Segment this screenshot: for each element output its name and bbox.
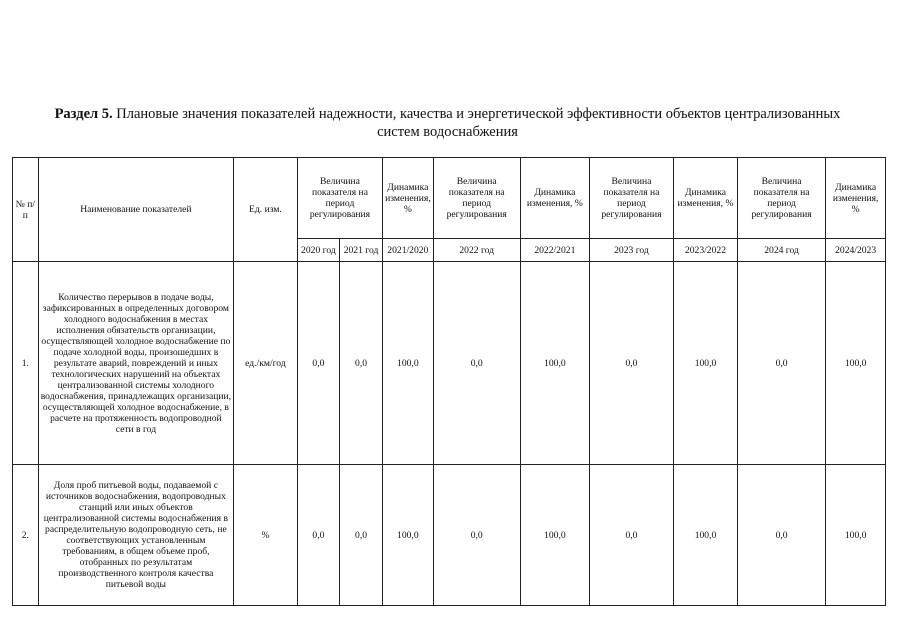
- header-value-period-3: Величина показателя на период регулирования: [589, 158, 673, 239]
- subheader-2021: 2021 год: [339, 239, 382, 262]
- section-number: Раздел 5.: [54, 106, 113, 122]
- row-dynamics-2023-2022: 100,0: [674, 465, 738, 606]
- subheader-2022-2021: 2022/2021: [520, 239, 589, 262]
- subheader-2020: 2020 год: [297, 239, 339, 262]
- row-value-2022: 0,0: [433, 262, 520, 465]
- header-value-period-4: Величина показателя на период регулирования: [737, 158, 825, 239]
- table-row: [13, 465, 886, 606]
- row-dynamics-2022-2021: 100,0: [520, 465, 589, 606]
- row-name: Количество перерывов в подаче воды, зафиксированных в определенных договором холодного водоснабжения в местах исполнения обязательств организации, осуществляющей холодное водоснабжение по подаче холодной воды, произошедших в результате аварий, повреждений и иных технологических нарушений на объектах централизованной системы холодного водоснабжения, принадлежащих организации, осуществляющей холодное водоснабжение, в расчете на протяженность водопроводной сети в год: [38, 262, 233, 465]
- header-dynamics-4: Динамика изменения, %: [826, 158, 886, 239]
- row-dynamics-2023-2022: 100,0: [674, 262, 738, 465]
- indicators-table: [12, 157, 886, 606]
- subheader-2023-2022: 2023/2022: [674, 239, 738, 262]
- row-dynamics-2022-2021: 100,0: [520, 262, 589, 465]
- row-dynamics-2021-2020: 100,0: [383, 262, 433, 465]
- row-value-2021: 0,0: [339, 465, 382, 606]
- subheader-2024-2023: 2024/2023: [826, 239, 886, 262]
- row-unit: %: [234, 465, 298, 606]
- subheader-2022: 2022 год: [433, 239, 520, 262]
- row-value-2021: 0,0: [339, 262, 382, 465]
- header-value-period-1: Величина показателя на период регулирования: [297, 158, 382, 239]
- header-row: [13, 158, 886, 239]
- subheader-2023: 2023 год: [589, 239, 673, 262]
- header-value-period-2: Величина показателя на период регулирования: [433, 158, 520, 239]
- row-num: 1.: [13, 262, 39, 465]
- section-title-text: Плановые значения показателей надежности, качества и энергетической эффективности объектов централизованных систем водоснабжения: [112, 106, 841, 140]
- header-dynamics-3: Динамика изменения, %: [674, 158, 738, 239]
- header-dynamics-2: Динамика изменения, %: [520, 158, 589, 239]
- row-value-2022: 0,0: [433, 465, 520, 606]
- row-value-2023: 0,0: [589, 465, 673, 606]
- row-value-2024: 0,0: [737, 465, 825, 606]
- header-unit: Ед. изм.: [234, 158, 298, 262]
- subheader-2024: 2024 год: [737, 239, 825, 262]
- row-dynamics-2024-2023: 100,0: [826, 465, 886, 606]
- row-dynamics-2021-2020: 100,0: [383, 465, 433, 606]
- row-value-2024: 0,0: [737, 262, 825, 465]
- header-name: Наименование показателей: [38, 158, 233, 262]
- row-value-2020: 0,0: [297, 262, 339, 465]
- header-num: № п/п: [13, 158, 39, 262]
- subheader-2021-2020: 2021/2020: [383, 239, 433, 262]
- header-dynamics-1: Динамика изменения, %: [383, 158, 433, 239]
- row-dynamics-2024-2023: 100,0: [826, 262, 886, 465]
- row-value-2020: 0,0: [297, 465, 339, 606]
- row-unit: ед./км/год: [234, 262, 298, 465]
- row-value-2023: 0,0: [589, 262, 673, 465]
- row-num: 2.: [13, 465, 39, 606]
- table-row: [13, 262, 886, 465]
- section-title: [40, 105, 855, 141]
- row-name: Доля проб питьевой воды, подаваемой с источников водоснабжения, водопроводных станций или иных объектов централизованной системы водоснабжения в распределительную водопроводную сеть, не соответствующих установленным требованиям, в общем объеме проб, отобранных по результатам производственного контроля качества питьевой воды: [38, 465, 233, 606]
